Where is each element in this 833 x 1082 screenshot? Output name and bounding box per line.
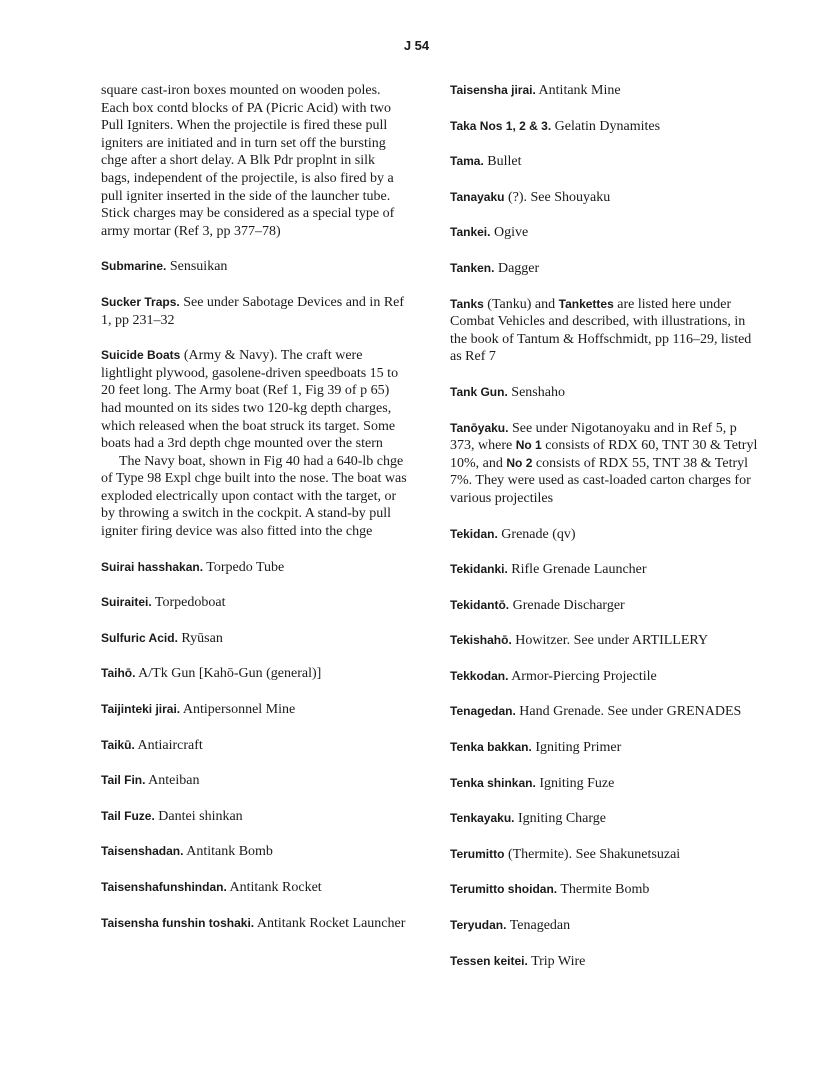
- entry-definition: Antipersonnel Mine: [180, 702, 296, 718]
- entry-terumitto: [450, 846, 762, 864]
- entry-term: Sulfuric Acid.: [101, 630, 178, 645]
- entry-definition: Anteiban: [145, 773, 200, 789]
- entry-term: Submarine.: [101, 259, 167, 274]
- entry-tanayaku: [450, 189, 762, 207]
- entry-term: Tessen keitei.: [450, 953, 528, 968]
- left-column: [101, 82, 407, 950]
- entry-tenka-bakkan: [450, 739, 762, 757]
- entry-term: Tail Fin.: [101, 773, 146, 788]
- entry-term: Tail Fuze.: [101, 808, 155, 823]
- entry-taijinteki-jirai: [101, 701, 407, 719]
- entry-definition: Grenade (qv): [497, 526, 576, 542]
- entry-term: Tenagedan.: [450, 704, 516, 719]
- entry-term: Taisenshadan.: [101, 844, 184, 859]
- entry-term: Tama.: [450, 154, 484, 169]
- entry-definition: Antitank Bomb: [183, 844, 273, 860]
- entry-term: Terumitto: [450, 846, 505, 861]
- entry-term: Tanks: [450, 296, 484, 311]
- entry-term: Tenka bakkan.: [450, 740, 532, 755]
- entry-definition: (Army & Navy). The craft were lightlight plywood, gasolene-driven speedboats 15 to 20 feet long. The Army boat (Ref 1, Fig 39 of p 65) had mounted on its sides two 120-kg depth charges, which released when the boat struck its target. Some boats had a 3rd depth chge mounted over the stern: [101, 348, 399, 452]
- entry-tekkodan: [450, 668, 762, 686]
- entry-submarine: [101, 258, 407, 276]
- entry-term: Taisenshafunshindan.: [101, 880, 227, 894]
- entry-definition: Antitank Rocket Launcher: [254, 915, 406, 931]
- entry-definition: A/Tk Gun [Kahō-Gun (general)]: [135, 666, 322, 682]
- entry-definition: Antitank Mine: [535, 83, 621, 98]
- entry-term: Taka Nos 1, 2 & 3.: [450, 118, 552, 133]
- entry-suirai-hasshakan: [101, 559, 407, 577]
- entry-sulfuric-acid: [101, 630, 407, 648]
- entry-term: Tankei.: [450, 225, 491, 240]
- entry-definition: Igniting Charge: [514, 811, 606, 827]
- entry-tenkayaku: [450, 810, 762, 828]
- entry-definition: See under Nigotanoyaku and in Ref 5, p 373, where: [450, 420, 737, 454]
- entry-suicide-boats-navy: [101, 453, 407, 541]
- entry-definition: Torpedoboat: [151, 595, 226, 611]
- entry-definition: Igniting Primer: [531, 740, 622, 756]
- entry-definition: (Thermite). See Shakunetsuzai: [504, 846, 681, 862]
- entry-definition: consists of RDX 55, TNT 38 & Tetryl 7%. They were used as cast-loaded carton charges for various projectiles: [450, 455, 751, 506]
- entry-definition: Rifle Grenade Launcher: [507, 562, 647, 578]
- entry-definition: (?). See Shouyaku: [504, 189, 611, 205]
- entry-term: Tekidan.: [450, 526, 498, 541]
- entry-tanken: [450, 260, 762, 278]
- entry-tanks: [450, 296, 762, 366]
- entry-definition: Gelatin Dynamites: [551, 118, 661, 134]
- entry-definition: (Tanku) and: [483, 296, 559, 312]
- entry-term: Tank Gun.: [450, 384, 508, 399]
- entry-definition: Dantei shinkan: [154, 808, 243, 824]
- entry-term: Sucker Traps.: [101, 294, 180, 309]
- entry-definition: Thermite Bomb: [557, 882, 650, 898]
- entry-definition: Howitzer. See under ARTILLERY: [511, 633, 709, 649]
- entry-definition: Trip Wire: [527, 953, 586, 969]
- entry-term: Suicide Boats: [101, 348, 181, 363]
- entry-taisenshafunshindan: [101, 879, 407, 897]
- entry-term: Tanken.: [450, 260, 495, 275]
- entry-definition: Armor-Piercing Projectile: [508, 668, 657, 684]
- entry-term: Taisensha jirai.: [450, 83, 536, 97]
- entry-term: Tanayaku: [450, 189, 505, 204]
- entry-suicide-boats: [101, 347, 407, 453]
- entry-definition: consists of RDX 60, TNT 30 & Tetryl 10%, and: [450, 438, 758, 471]
- entry-definition: Bullet: [483, 154, 522, 170]
- entry-tail-fuze: [101, 808, 407, 826]
- entry-tessen-keitei: [450, 953, 762, 971]
- entry-term: No 1: [515, 438, 542, 453]
- entry-definition: Antitank Rocket: [226, 880, 322, 895]
- entry-taisensha-jirai: [450, 82, 762, 100]
- entry-definition: Hand Grenade. See under GRENADES: [515, 704, 742, 720]
- entry-tekishaho: [450, 632, 762, 650]
- entry-term: No 2: [506, 455, 533, 470]
- entry-tankei: [450, 224, 762, 242]
- entry-taka-nos: [450, 118, 762, 136]
- entry-term: Taikū.: [101, 737, 135, 752]
- entry-term: Tenka shinkan.: [450, 775, 536, 790]
- intro-paragraph: square cast-iron boxes mounted on wooden poles. Each box contd blocks of PA (Picric Acid) with two Pull Igniters. When the projectile is fired these pull igniters are initiated and in turn set off the bursting chge after a short delay. A Blk Pdr proplnt in silk bags, independent of the projectile, is also fired by a pull igniter inserted in the side of the launcher tube. Stick charges may be considered as a special type of army mortar (Ref 3, pp 377–78): [101, 83, 395, 239]
- entry-term: Tekishahō.: [450, 633, 512, 648]
- entry-definition: Ogive: [490, 225, 529, 241]
- page-number: J 54: [403, 38, 430, 53]
- entry-tail-fin: [101, 772, 407, 790]
- right-column: [450, 82, 762, 988]
- entry-terumitto-shoidan: [450, 881, 762, 899]
- entry-term: Teryudan.: [450, 918, 507, 933]
- entry-term: Tekkodan.: [450, 668, 509, 683]
- entry-suiraitei: [101, 594, 407, 612]
- entry-term: Suirai hasshakan.: [101, 559, 204, 574]
- entry-term: Tenkayaku.: [450, 811, 515, 826]
- entry-definition: Tenagedan: [506, 918, 571, 934]
- entry-taiho: [101, 665, 407, 683]
- entry-definition: Torpedo Tube: [203, 559, 285, 575]
- entry-definition: Igniting Fuze: [535, 775, 615, 791]
- entry-tank-gun: [450, 384, 762, 402]
- entry-tekidanto: [450, 597, 762, 615]
- entry-definition: The Navy boat, shown in Fig 40 had a 640-lb chge of Type 98 Expl chge built into the nose. The boat was exploded electrically upon contact with the target, or by throwing a switch in the cockpit. A stand-by pull igniter firing device was also fitted into the chge: [101, 453, 407, 540]
- entry-term: Terumitto shoidan.: [450, 882, 558, 897]
- entry-taisensha-funshin-toshaki: [101, 915, 407, 933]
- entry-tekidan: [450, 526, 762, 544]
- entry-taisenshadan: [101, 843, 407, 861]
- entry-tekidanki: [450, 561, 762, 579]
- entry-teryudan: [450, 917, 762, 935]
- entry-tama: [450, 153, 762, 171]
- entry-term: Taihō.: [101, 666, 136, 681]
- entry-tenka-shinkan: [450, 775, 762, 793]
- entry-term: Taisensha funshin toshaki.: [101, 915, 255, 930]
- entry-term: Suiraitei.: [101, 595, 152, 610]
- entry-sucker-traps: [101, 294, 407, 329]
- entry-term: Taijinteki jirai.: [101, 702, 181, 717]
- entry-tenagedan: [450, 703, 762, 721]
- entry-term: Tekidanki.: [450, 562, 508, 577]
- entry-definition: Senshaho: [507, 384, 565, 400]
- entry-definition: Sensuikan: [166, 259, 228, 275]
- entry-definition: are listed here under Combat Vehicles and described, with illustrations, in the book of Tantum & Hoffschmidt, pp 116–29, listed as Ref 7: [450, 296, 752, 365]
- entry-definition: See under Sabotage Devices and in Ref 1, pp 231–32: [101, 294, 405, 328]
- entry-tanoyaku: [450, 420, 762, 508]
- entry-definition: Dagger: [494, 260, 540, 276]
- entry-definition: Antiaircraft: [134, 737, 203, 753]
- entry-definition: Ryūsan: [177, 630, 223, 646]
- entry-definition: Grenade Discharger: [509, 597, 625, 613]
- entry-taiku: [101, 737, 407, 755]
- entry-term: Tankettes: [558, 296, 614, 311]
- entry-term: Tanōyaku.: [450, 420, 509, 435]
- entry-term: Tekidantō.: [450, 597, 510, 612]
